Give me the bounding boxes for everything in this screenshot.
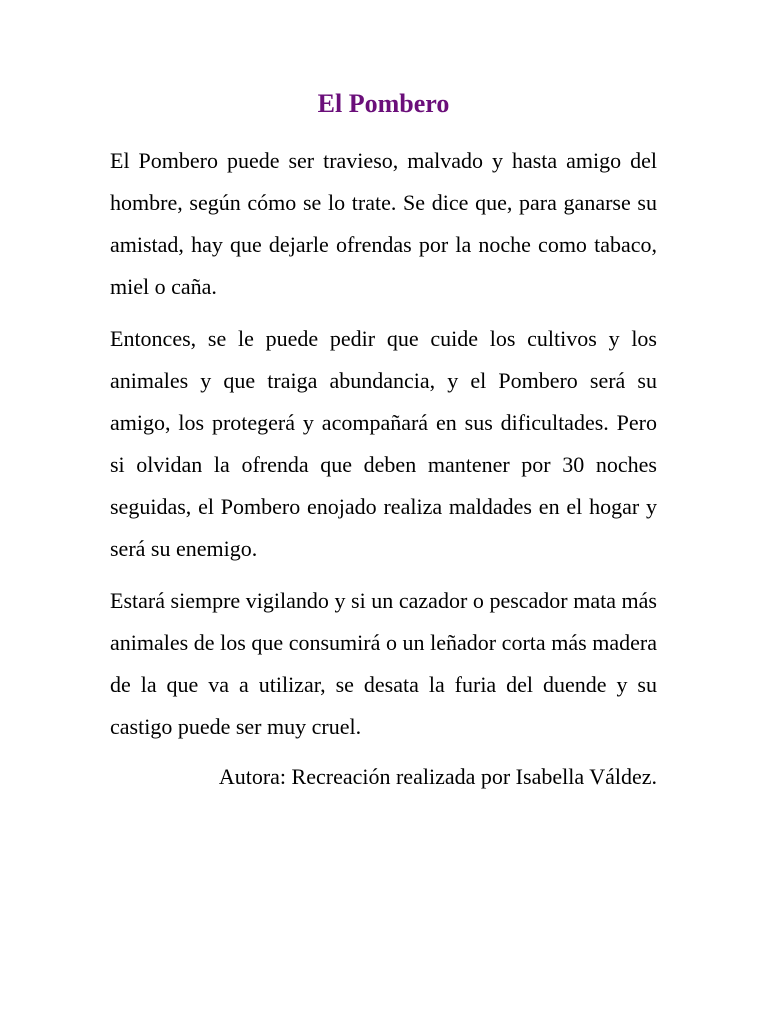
paragraph-3: Estará siempre vigilando y si un cazador o pescador mata más animales de los que consumirá o un leñador corta más madera de la que va a utilizar, se desata la furia del duende y su castigo puede ser muy cruel. (110, 588, 657, 739)
document-title: El Pombero (317, 89, 450, 118)
document-page (110, 82, 657, 798)
author-credit: Autora: Recreación realizada por Isabella Váldez. (218, 764, 657, 789)
paragraph-2: Entonces, se le puede pedir que cuide los cultivos y los animales y que traiga abundancia, y el Pombero será su amigo, los protegerá y acompañará en sus dificultades. Pero si olvidan la ofrenda que deben mantener por 30 noches seguidas, el Pombero enojado realiza maldades en el hogar y será su enemigo. (110, 326, 657, 561)
paragraph-1: El Pombero puede ser travieso, malvado y hasta amigo del hombre, según cómo se lo trate. Se dice que, para ganarse su amistad, hay que dejarle ofrendas por la noche como tabaco, miel o caña. (110, 148, 657, 299)
